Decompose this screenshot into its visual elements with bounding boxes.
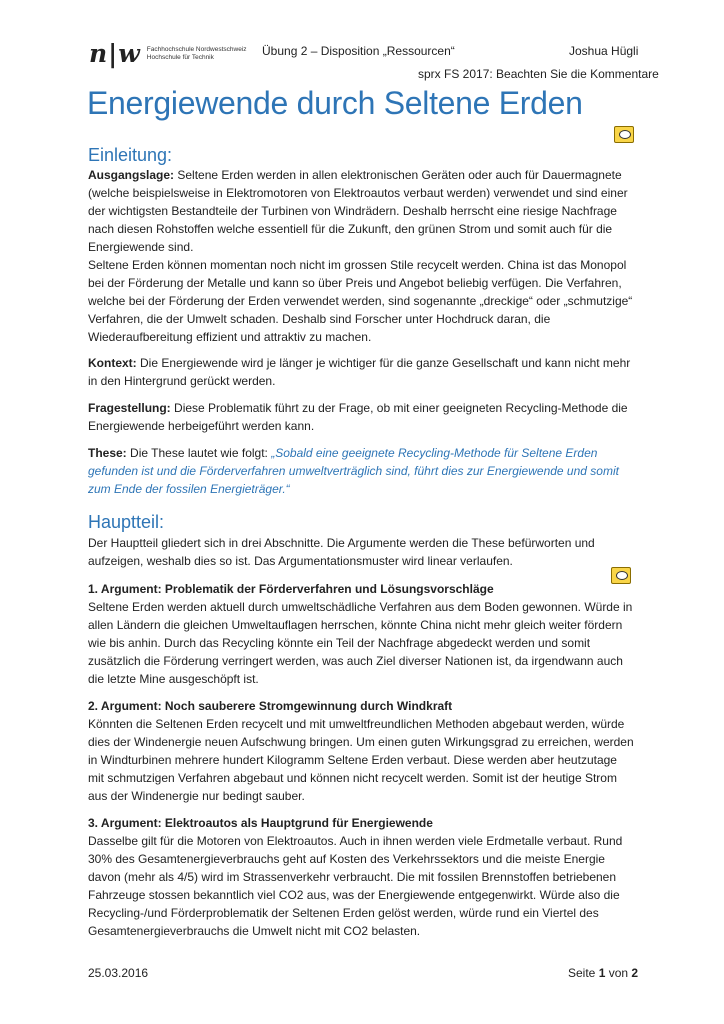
paragraph-argument-3	[88, 814, 636, 940]
text-ausgangslage: Seltene Erden werden in allen elektronischen Geräten oder auch für Dauermagnete (welche beispielsweise in Elektromotoren von Elektroautos verbaut werden) verwendet und sind einer der wichtigsten Bestandteile der Turbinen von Windrädern. Deshalb herrscht eine riesige Nachfrage nach diesen Rohstoffen welche essentiell für die Zukunft, den grünen Strom und somit auch für die Energiewende sind.	[88, 168, 628, 254]
text-ausgangslage-2: Seltene Erden können momentan noch nicht im grossen Stile recycelt werden. China ist das Monopol bei der Förderung der Metalle und kann so über Preis und Angebot beliebig verfügen. Die Verfahren, welche bei der Förderung der Erden verwendet werden, sind sogenannte „dreckige“ oder „schmutzige“ Verfahren, die der Umwelt schaden. Deshalb sind Forscher unter Hochdruck daran, die Wiederaufbereitung effizient und attraktiv zu machen.	[88, 258, 633, 344]
paragraph-argument-2	[88, 697, 636, 805]
header-author: Joshua Hügli	[569, 44, 639, 58]
section-heading-main: Hauptteil:	[88, 512, 165, 532]
text-these: Die These lautet wie folgt:	[126, 446, 272, 460]
text-fragestellung: Diese Problematik führt zu der Frage, ob mit einer geeigneten Recycling-Methode die Energiewende herbeigeführt werden kann.	[88, 401, 628, 433]
header-comment-note: sprx FS 2017: Beachten Sie die Kommentare	[418, 67, 659, 81]
footer-page-number	[568, 966, 638, 980]
section-heading-intro: Einleitung:	[88, 145, 173, 165]
argument-2-title: 2. Argument: Noch sauberere Stromgewinnung durch Windkraft	[88, 699, 453, 713]
argument-3-text: Dasselbe gilt für die Motoren von Elektroautos. Auch in ihnen werden viele Erdmetalle verbaut. Rund 30% des Gesamtenergieverbrauchs geht auf Kosten des Verkehrssektors und die meiste Energie davon (mehr als 4/5) wird im Strassenverkehr verbraucht. Die mit fossilen Brennstoffen betriebenen Fahrzeuge stossen bekanntlich viel CO2 aus, was der Energiewende entgegenwirkt. Würde also die Recycling-/und Förderproblematik der Seltenen Erden gelöst werden, würde rund ein Viertel des Gesamtenergieverbrauchs die Umwelt nicht mit CO2 belasten.	[88, 834, 623, 938]
comment-note-icon[interactable]	[614, 126, 634, 143]
these-quote: „Sobald eine geeignete Recycling-Methode für Seltene Erden gefunden ist und die Förderverfahren umweltverträglich sind, führt dies zur Energiewende und somit zum Ende der fossilen Energieträger.“	[88, 446, 619, 496]
label-kontext: Kontext:	[88, 356, 137, 370]
label-fragestellung: Fragestellung:	[88, 401, 171, 415]
header-exercise-title: Übung 2 – Disposition „Ressourcen“	[262, 44, 455, 58]
paragraph-ausgangslage	[88, 166, 636, 346]
document-title: Energiewende durch Seltene Erden	[87, 85, 583, 121]
label-these: These:	[88, 446, 127, 460]
paragraph-argument-1	[88, 580, 636, 688]
page-total: 2	[631, 966, 639, 980]
argument-2-text: Könnten die Seltenen Erden recycelt und mit umweltfreundlichen Methoden abgebaut werden, würde dies der Windenergie neuen Aufschwung bringen. Um einen guten Wirkungsgrad zu erreichen, werden in Windturbinen mehrere hundert Kilogramm Seltene Erden verbaut. Diese werden aber heutzutage mit schmutzigen Verfahren abgebaut und können nicht recycelt werden. Somit ist der heutige Strom aus der Windenergie nur bedingt sauber.	[88, 717, 634, 803]
logo-text	[147, 46, 247, 62]
paragraph-these	[88, 444, 636, 498]
logo-line-2: Hochschule für Technik	[146, 53, 214, 61]
argument-1-title: 1. Argument: Problematik der Förderverfahren und Lösungsvorschläge	[88, 582, 494, 596]
paragraph-main-intro: Der Hauptteil gliedert sich in drei Abschnitte. Die Argumente werden die These befürworten und aufzeigen, weshalb dies so ist. Das Argumentationsmuster wird linear verlaufen.	[88, 536, 595, 568]
page-prefix: Seite	[568, 966, 599, 980]
label-ausgangslage: Ausgangslage:	[88, 168, 175, 182]
text-kontext: Die Energiewende wird je länger je wichtiger für die ganze Gesellschaft und kann nicht mehr in den Hintergrund gerückt werden.	[88, 356, 631, 388]
logo-line-1: Fachhochschule Nordwestschweiz	[146, 45, 247, 53]
page-mid: von	[605, 966, 632, 980]
logo-mark: n|w	[89, 39, 141, 68]
paragraph-fragestellung	[88, 399, 636, 435]
paragraph-kontext	[88, 354, 636, 390]
school-logo	[89, 39, 247, 68]
page-current: 1	[598, 966, 606, 980]
argument-3-title: 3. Argument: Elektroautos als Hauptgrund für Energiewende	[88, 816, 433, 830]
argument-1-text: Seltene Erden werden aktuell durch umweltschädliche Verfahren aus dem Boden gewonnen. Würde in allen Ländern die gleichen Umweltauflagen herrschen, könnte China nicht mehr gleich weiter fördern wie bis anhin. Durch das Recycling könnte ein Teil der Nachfrage abgedeckt werden und somit zusätzlich die Förderung verringert werden, was auch Ziel diverser Nationen ist, da irgendwann auch die letzte Mine ausgeschöpft ist.	[88, 600, 633, 686]
footer-date: 25.03.2016	[88, 966, 149, 980]
